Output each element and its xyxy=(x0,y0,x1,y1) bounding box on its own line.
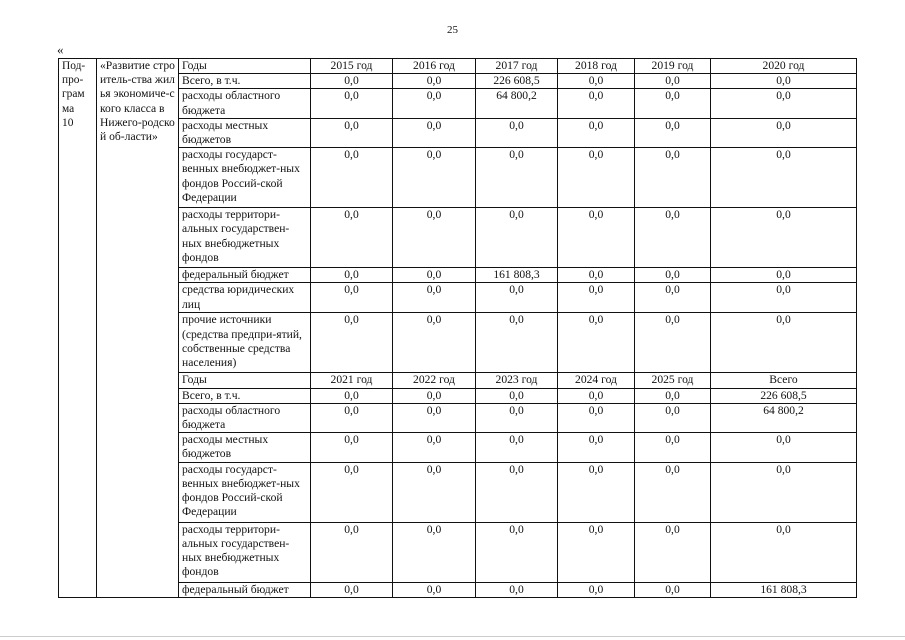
table-row xyxy=(59,433,857,462)
row-label-cell: расходы местных бюджетов xyxy=(179,433,311,462)
value-cell: 0,0 xyxy=(711,283,857,313)
value-cell: 0,0 xyxy=(311,268,393,283)
table-row xyxy=(59,388,857,403)
value-cell: 0,0 xyxy=(476,148,558,208)
value-cell: 161 808,3 xyxy=(711,582,857,597)
year-header-cell: 2020 год xyxy=(711,59,857,74)
value-cell: 0,0 xyxy=(635,89,711,118)
row-label-cell: средства юридических лиц xyxy=(179,283,311,313)
value-cell: 0,0 xyxy=(476,582,558,597)
program-name-cell: «Развитие строитель-ства жилья экономиче-ского класса в Нижего-родской об-ласти» xyxy=(97,59,179,598)
years-header-label: Годы xyxy=(179,373,311,388)
year-header-cell: 2016 год xyxy=(393,59,476,74)
row-label-cell: Всего, в т.ч. xyxy=(179,388,311,403)
year-header-cell: 2015 год xyxy=(311,59,393,74)
value-cell: 0,0 xyxy=(476,433,558,462)
value-cell: 0,0 xyxy=(635,283,711,313)
year-header-cell: 2019 год xyxy=(635,59,711,74)
value-cell: 0,0 xyxy=(711,522,857,582)
row-label-cell: Всего, в т.ч. xyxy=(179,74,311,89)
year-header-cell: 2022 год xyxy=(393,373,476,388)
table-row xyxy=(59,89,857,118)
value-cell: 0,0 xyxy=(558,582,635,597)
page-number: 25 xyxy=(447,24,458,36)
value-cell: 0,0 xyxy=(635,522,711,582)
table-row xyxy=(59,268,857,283)
value-cell: 0,0 xyxy=(311,522,393,582)
value-cell: 0,0 xyxy=(635,313,711,373)
value-cell: 0,0 xyxy=(476,403,558,432)
value-cell: 64 800,2 xyxy=(476,89,558,118)
table-row xyxy=(59,522,857,582)
value-cell: 0,0 xyxy=(635,74,711,89)
value-cell: 0,0 xyxy=(711,74,857,89)
value-cell: 0,0 xyxy=(311,74,393,89)
table-row xyxy=(59,283,857,313)
value-cell: 0,0 xyxy=(311,283,393,313)
value-cell: 0,0 xyxy=(558,208,635,268)
value-cell: 0,0 xyxy=(558,433,635,462)
value-cell: 0,0 xyxy=(635,388,711,403)
value-cell: 0,0 xyxy=(393,433,476,462)
value-cell: 0,0 xyxy=(558,118,635,147)
value-cell: 0,0 xyxy=(311,462,393,522)
years-header-row xyxy=(59,59,857,74)
year-header-cell: 2024 год xyxy=(558,373,635,388)
value-cell: 0,0 xyxy=(311,313,393,373)
value-cell: 0,0 xyxy=(393,388,476,403)
value-cell: 0,0 xyxy=(558,522,635,582)
value-cell: 0,0 xyxy=(393,582,476,597)
value-cell: 0,0 xyxy=(476,208,558,268)
value-cell: 0,0 xyxy=(711,313,857,373)
value-cell: 0,0 xyxy=(311,148,393,208)
value-cell: 161 808,3 xyxy=(476,268,558,283)
value-cell: 0,0 xyxy=(711,268,857,283)
row-label-cell: прочие источники (средства предпри-ятий, собственные средства населения) xyxy=(179,313,311,373)
value-cell: 0,0 xyxy=(311,582,393,597)
value-cell: 0,0 xyxy=(635,403,711,432)
value-cell: 0,0 xyxy=(311,403,393,432)
value-cell: 0,0 xyxy=(393,89,476,118)
value-cell: 0,0 xyxy=(558,268,635,283)
years-header-label: Годы xyxy=(179,59,311,74)
value-cell: 0,0 xyxy=(393,118,476,147)
opening-quote-mark: « xyxy=(57,42,64,57)
budget-table xyxy=(58,58,857,598)
years-header-row xyxy=(59,373,857,388)
value-cell: 0,0 xyxy=(558,403,635,432)
value-cell: 0,0 xyxy=(393,462,476,522)
value-cell: 0,0 xyxy=(393,522,476,582)
value-cell: 0,0 xyxy=(476,118,558,147)
value-cell: 0,0 xyxy=(311,208,393,268)
value-cell: 0,0 xyxy=(476,522,558,582)
table-row xyxy=(59,403,857,432)
year-header-cell: 2018 год xyxy=(558,59,635,74)
value-cell: 0,0 xyxy=(711,208,857,268)
value-cell: 0,0 xyxy=(393,268,476,283)
value-cell: 0,0 xyxy=(476,388,558,403)
value-cell: 0,0 xyxy=(558,74,635,89)
value-cell: 0,0 xyxy=(635,433,711,462)
row-label-cell: расходы областного бюджета xyxy=(179,403,311,432)
value-cell: 0,0 xyxy=(311,89,393,118)
row-label-cell: расходы государст-венных внебюджет-ных фондов Россий-ской Федерации xyxy=(179,462,311,522)
value-cell: 0,0 xyxy=(558,388,635,403)
value-cell: 0,0 xyxy=(558,462,635,522)
value-cell: 0,0 xyxy=(476,283,558,313)
table-row xyxy=(59,582,857,597)
scan-edge-line xyxy=(0,636,905,637)
value-cell: 0,0 xyxy=(711,433,857,462)
table-row xyxy=(59,313,857,373)
year-header-cell: 2023 год xyxy=(476,373,558,388)
value-cell: 0,0 xyxy=(558,89,635,118)
value-cell: 0,0 xyxy=(635,208,711,268)
year-header-cell: 2017 год xyxy=(476,59,558,74)
value-cell: 0,0 xyxy=(311,118,393,147)
year-header-cell: Всего xyxy=(711,373,857,388)
program-code-cell: Подпро- грам ма 10 xyxy=(59,59,97,598)
row-label-cell: расходы государст-венных внебюджет-ных фондов Россий-ской Федерации xyxy=(179,148,311,208)
value-cell: 0,0 xyxy=(393,403,476,432)
value-cell: 226 608,5 xyxy=(711,388,857,403)
row-label-cell: расходы территори-альных государствен-ных внебюджетных фондов xyxy=(179,208,311,268)
value-cell: 226 608,5 xyxy=(476,74,558,89)
value-cell: 0,0 xyxy=(635,582,711,597)
row-label-cell: федеральный бюджет xyxy=(179,582,311,597)
value-cell: 0,0 xyxy=(393,208,476,268)
value-cell: 0,0 xyxy=(393,283,476,313)
value-cell: 0,0 xyxy=(558,313,635,373)
row-label-cell: расходы территори-альных государствен-ных внебюджетных фондов xyxy=(179,522,311,582)
value-cell: 0,0 xyxy=(311,388,393,403)
value-cell: 0,0 xyxy=(711,89,857,118)
value-cell: 0,0 xyxy=(476,462,558,522)
row-label-cell: федеральный бюджет xyxy=(179,268,311,283)
value-cell: 64 800,2 xyxy=(711,403,857,432)
value-cell: 0,0 xyxy=(393,74,476,89)
table-row xyxy=(59,74,857,89)
value-cell: 0,0 xyxy=(476,313,558,373)
year-header-cell: 2025 год xyxy=(635,373,711,388)
year-header-cell: 2021 год xyxy=(311,373,393,388)
table-row xyxy=(59,208,857,268)
value-cell: 0,0 xyxy=(635,462,711,522)
value-cell: 0,0 xyxy=(558,283,635,313)
value-cell: 0,0 xyxy=(711,148,857,208)
table-row xyxy=(59,462,857,522)
value-cell: 0,0 xyxy=(558,148,635,208)
value-cell: 0,0 xyxy=(711,118,857,147)
table-row xyxy=(59,148,857,208)
value-cell: 0,0 xyxy=(711,462,857,522)
value-cell: 0,0 xyxy=(393,148,476,208)
value-cell: 0,0 xyxy=(393,313,476,373)
value-cell: 0,0 xyxy=(635,148,711,208)
value-cell: 0,0 xyxy=(311,433,393,462)
value-cell: 0,0 xyxy=(635,268,711,283)
value-cell: 0,0 xyxy=(635,118,711,147)
row-label-cell: расходы областного бюджета xyxy=(179,89,311,118)
table-row xyxy=(59,118,857,147)
row-label-cell: расходы местных бюджетов xyxy=(179,118,311,147)
